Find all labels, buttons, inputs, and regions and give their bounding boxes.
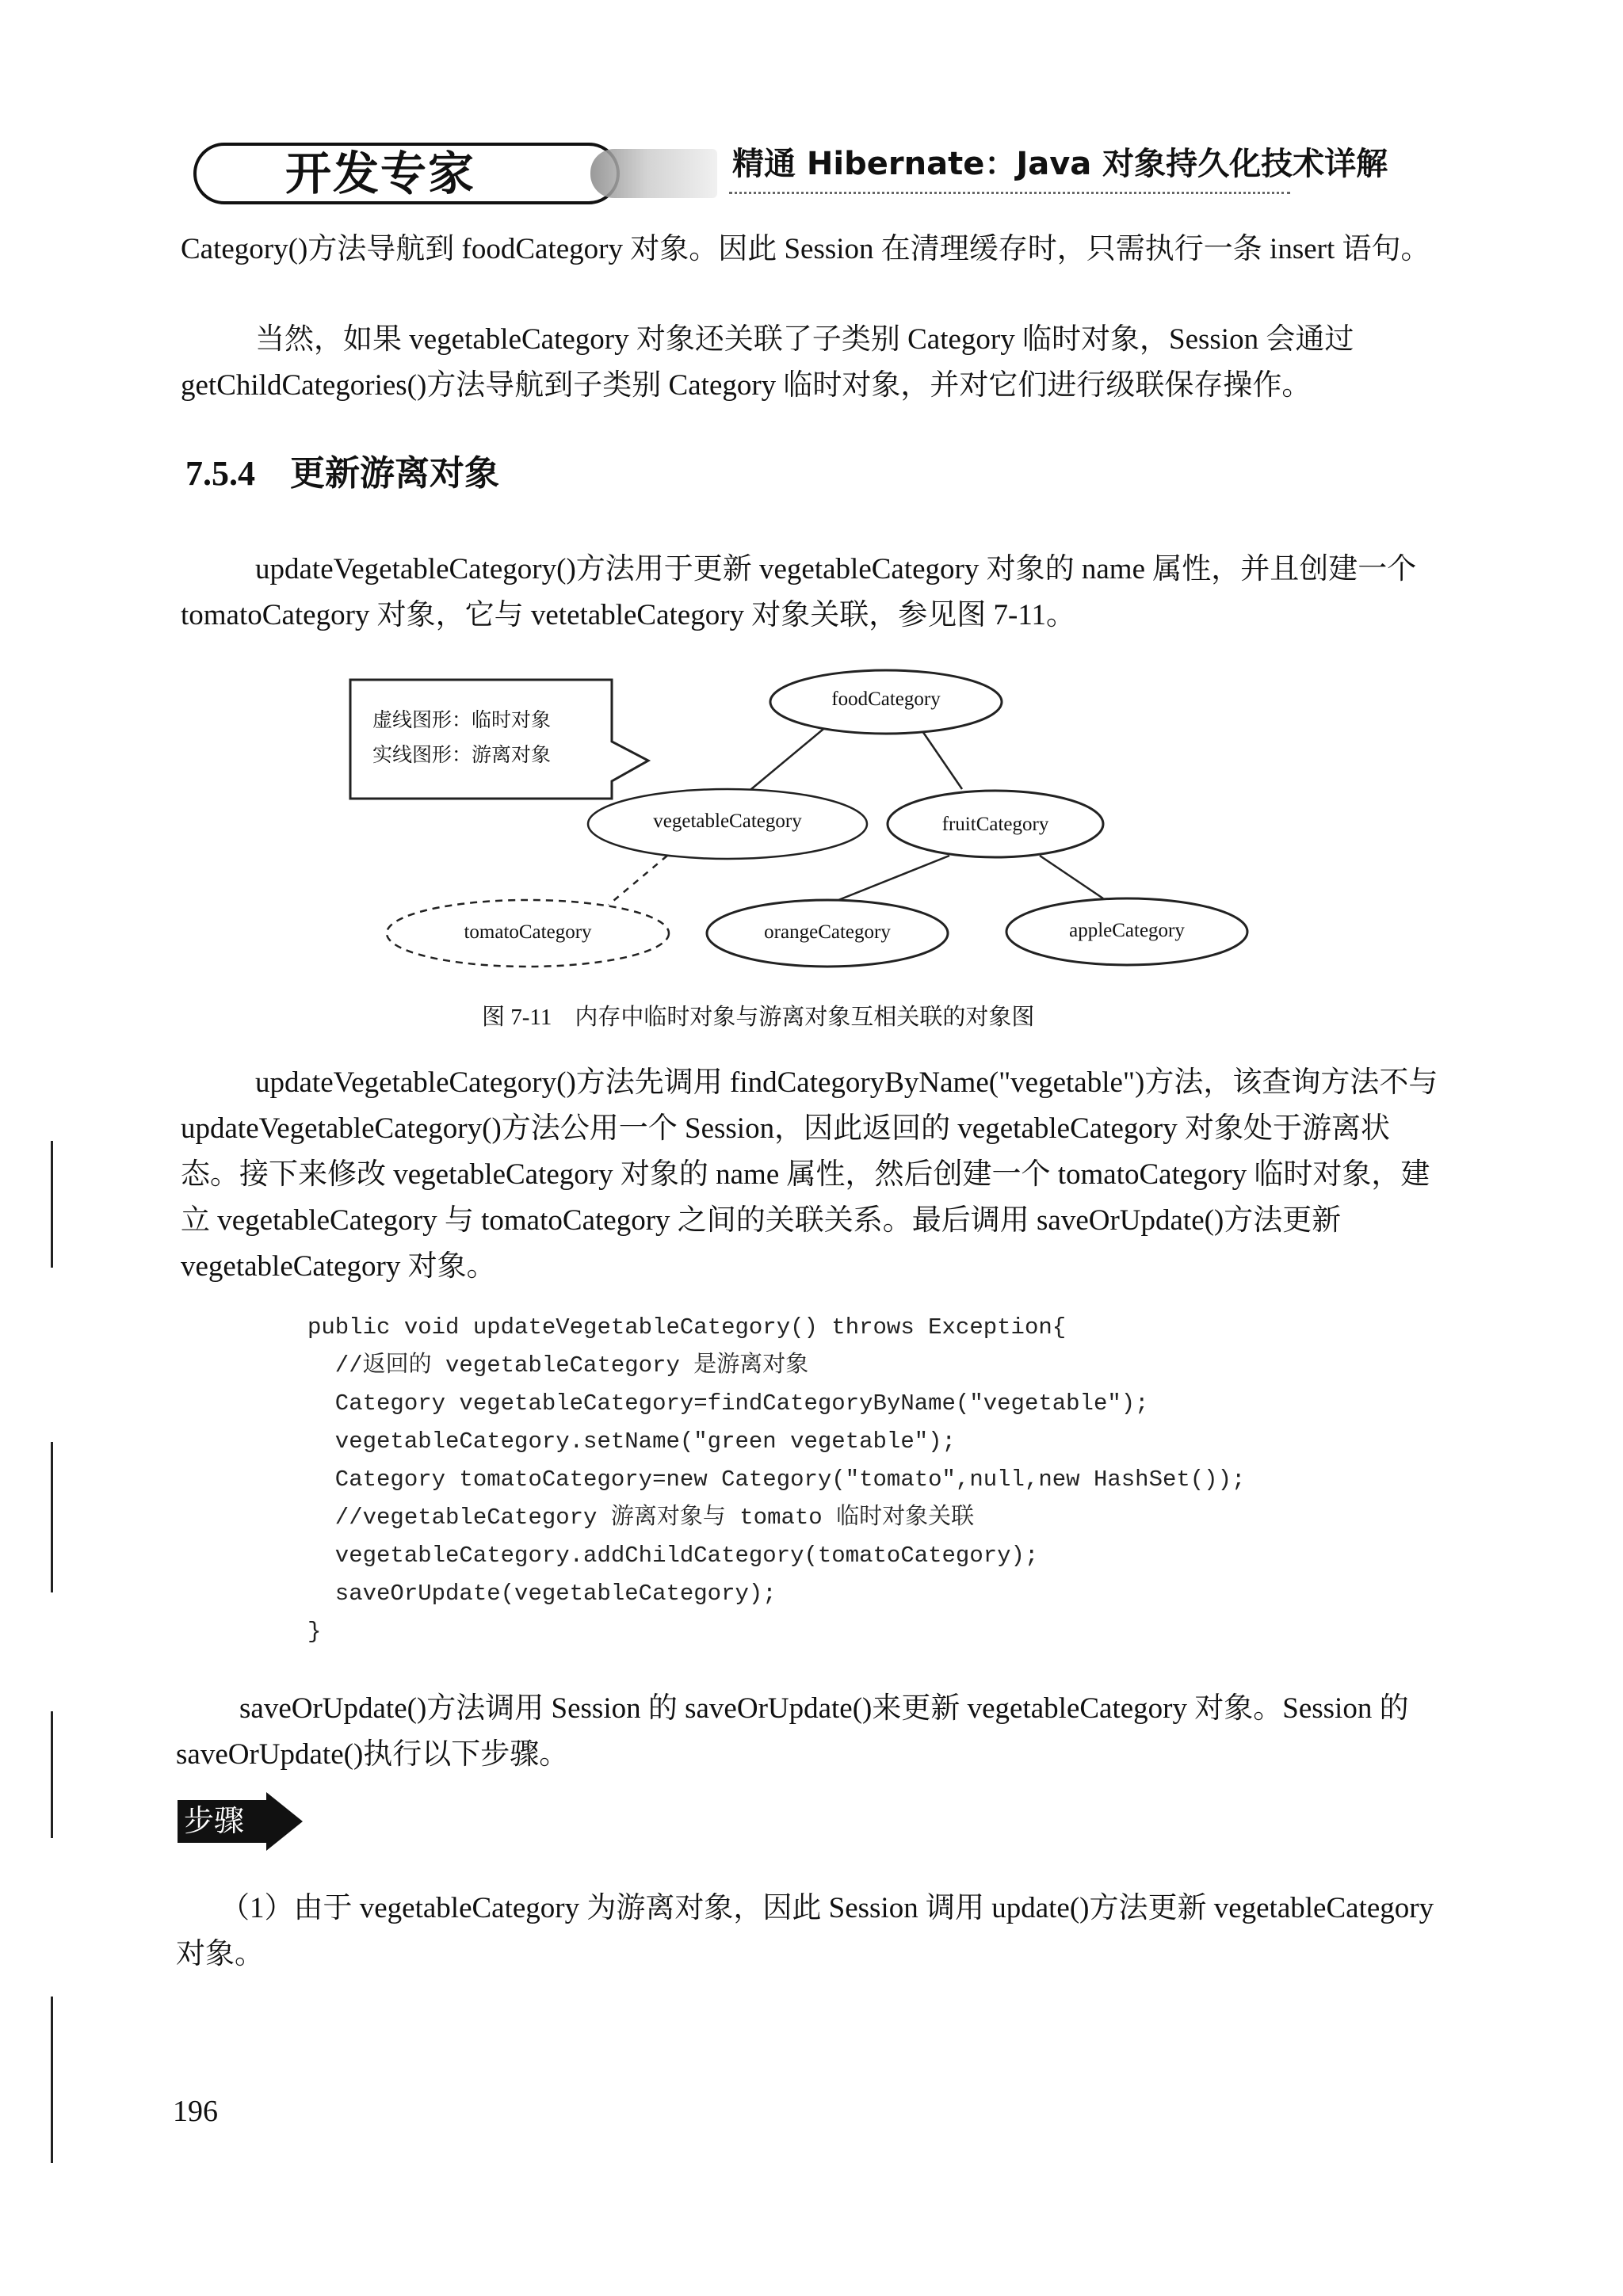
header-badge-text: 开发专家 xyxy=(285,147,476,200)
change-bar xyxy=(51,1711,53,1838)
paragraph-cascade-note: 当然，如果 vegetableCategory 对象还关联了子类别 Category 临时对象，Session 会通过 getChildCategories()方法导航到子类别 Category 临时对象，并对它们进行级联保存操作。 xyxy=(181,323,1354,402)
code-line: } xyxy=(307,1619,322,1645)
figure-caption: 图 7-11 内存中临时对象与游离对象互相关联的对象图 xyxy=(482,1005,1035,1030)
edge-food-fruit xyxy=(921,729,962,789)
edge-food-vegetable xyxy=(742,726,827,797)
code-line: saveOrUpdate(vegetableCategory); xyxy=(307,1581,777,1607)
legend-line-detached: 实线图形：游离对象 xyxy=(372,743,552,766)
label-vegetableCategory: vegetableCategory xyxy=(653,810,802,832)
label-fruitCategory: fruitCategory xyxy=(941,814,1049,835)
label-orangeCategory: orangeCategory xyxy=(764,921,891,943)
label-tomatoCategory: tomatoCategory xyxy=(464,921,592,943)
edge-fruit-apple xyxy=(1040,856,1103,898)
section-heading: 7.5.4 更新游离对象 xyxy=(185,454,499,493)
paragraph-step-1: （1）由于 vegetableCategory 为游离对象，因此 Session 调用 update()方法更新 vegetableCategory 对象。 xyxy=(176,1892,1434,1970)
paragraph-saveorupdate: saveOrUpdate()方法调用 Session 的 saveOrUpdate()来更新 vegetableCategory 对象。Session 的 saveOrUpdate()执行以下步骤。 xyxy=(176,1692,1409,1771)
code-line: //返回的 vegetableCategory 是游离对象 xyxy=(307,1352,809,1379)
code-line: //vegetableCategory 游离对象与 tomato 临时对象关联 xyxy=(307,1505,975,1531)
steps-label: 步骤 xyxy=(184,1803,245,1838)
code-line: Category vegetableCategory=findCategoryByName("vegetable"); xyxy=(307,1390,1149,1417)
page-number: 196 xyxy=(173,2095,218,2128)
label-appleCategory: appleCategory xyxy=(1069,920,1185,941)
code-line: vegetableCategory.setName("green vegetable"); xyxy=(307,1428,956,1455)
code-line: Category tomatoCategory=new Category("tomato",null,new HashSet()); xyxy=(307,1466,1246,1493)
legend-line-transient: 虚线图形：临时对象 xyxy=(372,708,552,731)
code-line: vegetableCategory.addChildCategory(tomatoCategory); xyxy=(307,1543,1039,1569)
header-book-title: 精通 Hibernate：Java 对象持久化技术详解 xyxy=(732,146,1388,182)
paragraph-method-explanation: updateVegetableCategory()方法先调用 findCategoryByName("vegetable")方法，该查询方法不与 updateVegetableCategory()方法公用一个 Session，因此返回的 vegetableCategory 对象处于游离状态。接下来修改 vegetableCategory 对象的 name 属性，然后创建一个 tomatoCategory 临时对象，建立 vegetableCategory 与 tomatoCategory 之间的关联关系。最后调用 saveOrUpdate()方法更新 vegetableCategory 对象。 xyxy=(181,1066,1438,1283)
edge-vegetable-tomato xyxy=(609,856,667,905)
legend-callout-box xyxy=(350,680,648,799)
change-bar xyxy=(51,1442,53,1592)
code-line: public void updateVegetableCategory() throws Exception{ xyxy=(307,1314,1067,1341)
edge-fruit-orange xyxy=(838,856,949,900)
change-bar xyxy=(51,1141,53,1268)
object-graph-figure xyxy=(0,0,1623,1030)
change-bar xyxy=(51,1997,53,2163)
paragraph-continuation: Category()方法导航到 foodCategory 对象。因此 Session 在清理缓存时，只需执行一条 insert 语句。 xyxy=(181,233,1430,265)
label-foodCategory: foodCategory xyxy=(831,688,941,710)
code-listing xyxy=(307,1309,1245,1651)
paragraph-intro: updateVegetableCategory()方法用于更新 vegetableCategory 对象的 name 属性，并且创建一个 tomatoCategory 对象，它与 vetetableCategory 对象关联，参见图 7-11。 xyxy=(181,553,1417,631)
